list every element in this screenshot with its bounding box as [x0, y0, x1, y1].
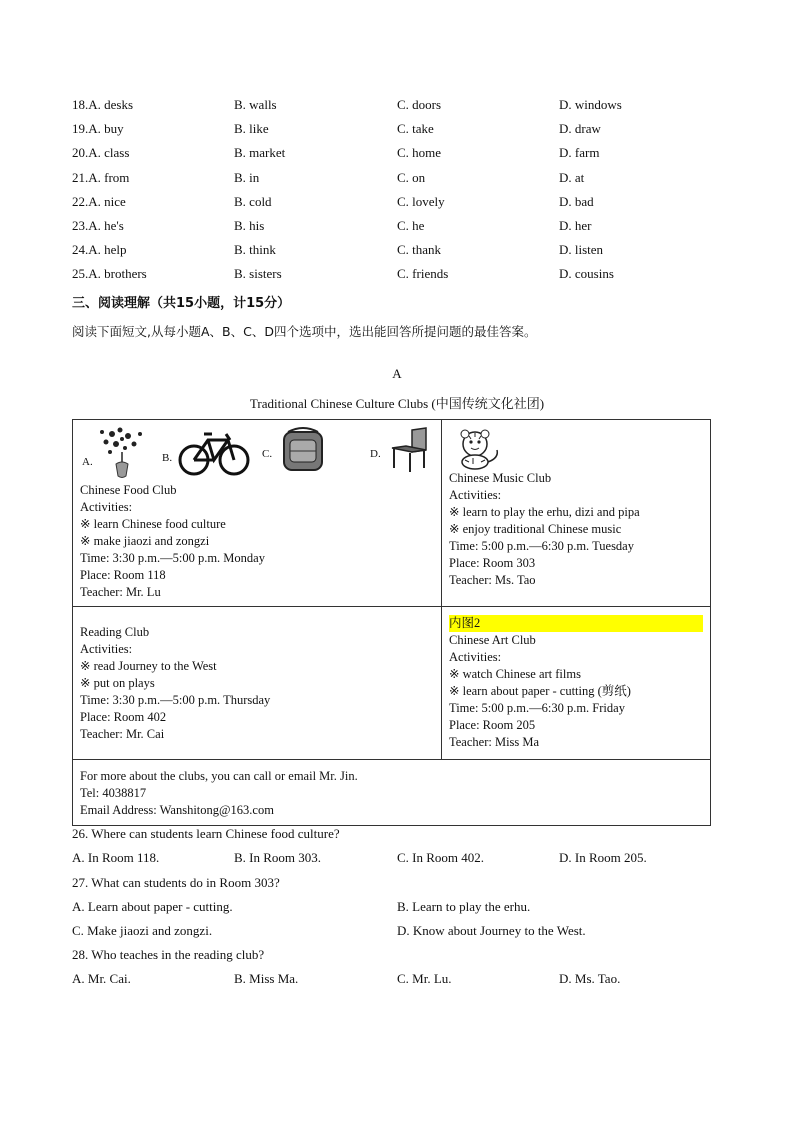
question-number: 21. — [72, 169, 89, 185]
question-number-and-option-a[interactable] — [72, 266, 147, 282]
pic-label-c: C. — [262, 448, 273, 460]
option-c[interactable]: C. friends — [397, 266, 449, 282]
option-a[interactable]: A. he's — [88, 218, 124, 233]
option-c[interactable]: C. take — [397, 121, 434, 137]
section-title: 三、阅读理解（共15小题，计15分） — [72, 296, 291, 311]
music-club-activity-2: ※ enjoy traditional Chinese music — [449, 522, 622, 536]
pic-label-a: A. — [82, 456, 93, 468]
food-club-activities-label: Activities: — [80, 500, 133, 514]
music-club-activities-label: Activities: — [449, 488, 502, 502]
reading-spacer — [80, 607, 434, 624]
question-number-and-option-a[interactable] — [72, 218, 124, 234]
option-b[interactable]: B. market — [234, 145, 286, 161]
option-b[interactable]: B. his — [234, 218, 265, 233]
contact-email: Email Address: Wanshitong@163.com — [80, 803, 274, 817]
option-row — [72, 170, 712, 190]
question-26-options — [72, 850, 712, 870]
option-a[interactable]: A. desks — [88, 97, 134, 112]
q27-option-a[interactable]: A. Learn about paper - cutting. — [72, 899, 233, 914]
music-club-time: Time: 5:00 p.m.—6:30 p.m. Tuesday — [449, 539, 634, 553]
option-b[interactable]: B. cold — [234, 193, 272, 209]
option-row — [72, 218, 712, 238]
question-27-options-ab — [72, 899, 712, 919]
question-27-stem: 27. What can students do in Room 303? — [72, 875, 280, 890]
passage-title: Traditional Chinese Culture Clubs (中国传统文化社团) — [249, 396, 545, 411]
option-row — [72, 121, 712, 141]
reading-club-activities-label: Activities: — [80, 642, 133, 656]
plant-icon — [92, 424, 152, 482]
question-number: 25. — [72, 266, 89, 282]
question-number: 18. — [72, 97, 89, 112]
food-club-teacher: Teacher: Mr. Lu — [80, 585, 161, 599]
art-club-cell — [442, 607, 711, 760]
option-d[interactable]: D. farm — [559, 145, 600, 161]
food-club-activity-2: ※ make jiaozi and zongzi — [80, 534, 210, 548]
question-number-and-option-a[interactable] — [72, 242, 127, 258]
contact-line: For more about the clubs, you can call or email Mr. Jin. — [80, 769, 358, 783]
q26-option-c[interactable]: C. In Room 402. — [397, 850, 485, 865]
question-28-stem: 28. Who teaches in the reading club? — [72, 947, 265, 962]
image-placeholder-label: 内图2 — [449, 615, 703, 632]
question-number: 22. — [72, 193, 89, 209]
reading-club-name: Reading Club — [80, 625, 150, 639]
option-row — [72, 266, 712, 286]
q27-option-b[interactable]: B. Learn to play the erhu. — [397, 899, 531, 914]
option-d[interactable]: D. her — [559, 218, 592, 233]
question-number: 23. — [72, 218, 89, 233]
music-club-activity-1: ※ learn to play the erhu, dizi and pipa — [449, 505, 640, 519]
option-c[interactable]: C. home — [397, 145, 442, 161]
option-row — [72, 242, 712, 262]
food-club-place: Place: Room 118 — [80, 568, 166, 582]
art-club-name: Chinese Art Club — [449, 633, 536, 647]
food-club-cell — [73, 420, 442, 607]
contact-tel: Tel: 4038817 — [80, 786, 147, 800]
option-c[interactable]: C. he — [397, 218, 425, 233]
q27-option-d[interactable]: D. Know about Journey to the West. — [397, 923, 586, 938]
option-d[interactable]: D. listen — [559, 242, 604, 258]
option-d[interactable]: D. cousins — [559, 266, 614, 282]
question-28-options — [72, 971, 712, 991]
question-number-and-option-a[interactable] — [72, 194, 126, 210]
q26-option-b[interactable]: B. In Room 303. — [234, 850, 322, 865]
contact-cell — [73, 760, 711, 826]
option-d[interactable]: D. at — [559, 169, 585, 185]
q28-option-d[interactable]: D. Ms. Tao. — [559, 971, 621, 986]
pic-label-b: B. — [162, 452, 173, 464]
question-26-stem: 26. Where can students learn Chinese food culture? — [72, 826, 340, 841]
q26-option-a[interactable]: A. In Room 118. — [72, 850, 160, 865]
question-27-options-cd — [72, 923, 712, 943]
q28-option-a[interactable]: A. Mr. Cai. — [72, 971, 131, 986]
art-club-time: Time: 5:00 p.m.—6:30 p.m. Friday — [449, 701, 625, 715]
art-club-activity-1: ※ watch Chinese art films — [449, 667, 581, 681]
backpack-icon — [278, 426, 328, 474]
reading-club-teacher: Teacher: Mr. Cai — [80, 727, 165, 741]
q28-option-c[interactable]: C. Mr. Lu. — [397, 971, 452, 986]
option-d[interactable]: D. draw — [559, 121, 601, 137]
option-a[interactable]: A. help — [88, 242, 127, 258]
food-club-time: Time: 3:30 p.m.—5:00 p.m. Monday — [80, 551, 265, 565]
option-d[interactable]: D. windows — [559, 97, 622, 112]
option-a[interactable]: A. from — [88, 169, 130, 185]
contact-spacer — [80, 760, 703, 768]
reading-club-activity-2: ※ put on plays — [80, 676, 155, 690]
option-row — [72, 97, 712, 117]
reading-club-place: Place: Room 402 — [80, 710, 167, 724]
music-club-name: Chinese Music Club — [449, 471, 552, 485]
option-a[interactable]: A. brothers — [88, 266, 147, 282]
bicycle-icon — [178, 424, 250, 480]
section-instruction: 阅读下面短文,从每小题A、B、C、D四个选项中，选出能回答所提问题的最佳答案。 — [72, 324, 537, 339]
option-b[interactable]: B. in — [234, 169, 260, 185]
question-number: 20. — [72, 145, 89, 161]
option-c[interactable]: C. thank — [397, 242, 442, 258]
reading-club-cell — [73, 607, 442, 760]
art-club-activities-label: Activities: — [449, 650, 502, 664]
art-club-activity-2: ※ learn about paper - cutting (剪纸) — [449, 684, 631, 698]
chair-icon — [386, 426, 434, 476]
q27-option-c[interactable]: C. Make jiaozi and zongzi. — [72, 923, 213, 938]
art-club-teacher: Teacher: Miss Ma — [449, 735, 540, 749]
question-number: 24. — [72, 242, 89, 258]
option-a[interactable]: A. nice — [88, 193, 126, 209]
music-club-place: Place: Room 303 — [449, 556, 536, 570]
clubs-table — [72, 419, 711, 826]
option-b[interactable]: B. like — [234, 121, 269, 137]
option-a[interactable]: A. class — [88, 145, 130, 161]
option-a[interactable]: A. buy — [88, 121, 124, 137]
question-number-and-option-a[interactable] — [72, 145, 129, 161]
tiger-icon — [451, 428, 505, 470]
option-b[interactable]: B. walls — [234, 97, 277, 112]
pic-label-d: D. — [370, 448, 381, 460]
question-number-and-option-a[interactable] — [72, 97, 133, 113]
passage-letter: A — [392, 366, 402, 381]
q28-option-b[interactable]: B. Miss Ma. — [234, 971, 299, 986]
question-number: 19. — [72, 121, 89, 137]
music-club-teacher: Teacher: Ms. Tao — [449, 573, 536, 587]
music-picture — [449, 420, 703, 470]
option-row — [72, 194, 712, 214]
music-club-cell — [442, 420, 711, 607]
option-c[interactable]: C. doors — [397, 97, 442, 112]
question-number-and-option-a[interactable] — [72, 121, 124, 137]
option-d[interactable]: D. bad — [559, 193, 594, 209]
picture-options — [80, 420, 434, 482]
food-club-name: Chinese Food Club — [80, 483, 177, 497]
option-row — [72, 145, 712, 165]
food-club-activity-1: ※ learn Chinese food culture — [80, 517, 226, 531]
reading-club-activity-1: ※ read Journey to the West — [80, 659, 217, 673]
question-number-and-option-a[interactable] — [72, 170, 129, 186]
option-b[interactable]: B. think — [234, 242, 276, 258]
option-b[interactable]: B. sisters — [234, 266, 282, 282]
reading-club-time: Time: 3:30 p.m.—5:00 p.m. Thursday — [80, 693, 271, 707]
art-club-place: Place: Room 205 — [449, 718, 536, 732]
option-c[interactable]: C. on — [397, 169, 426, 185]
q26-option-d[interactable]: D. In Room 205. — [559, 850, 647, 865]
option-c[interactable]: C. lovely — [397, 193, 445, 209]
